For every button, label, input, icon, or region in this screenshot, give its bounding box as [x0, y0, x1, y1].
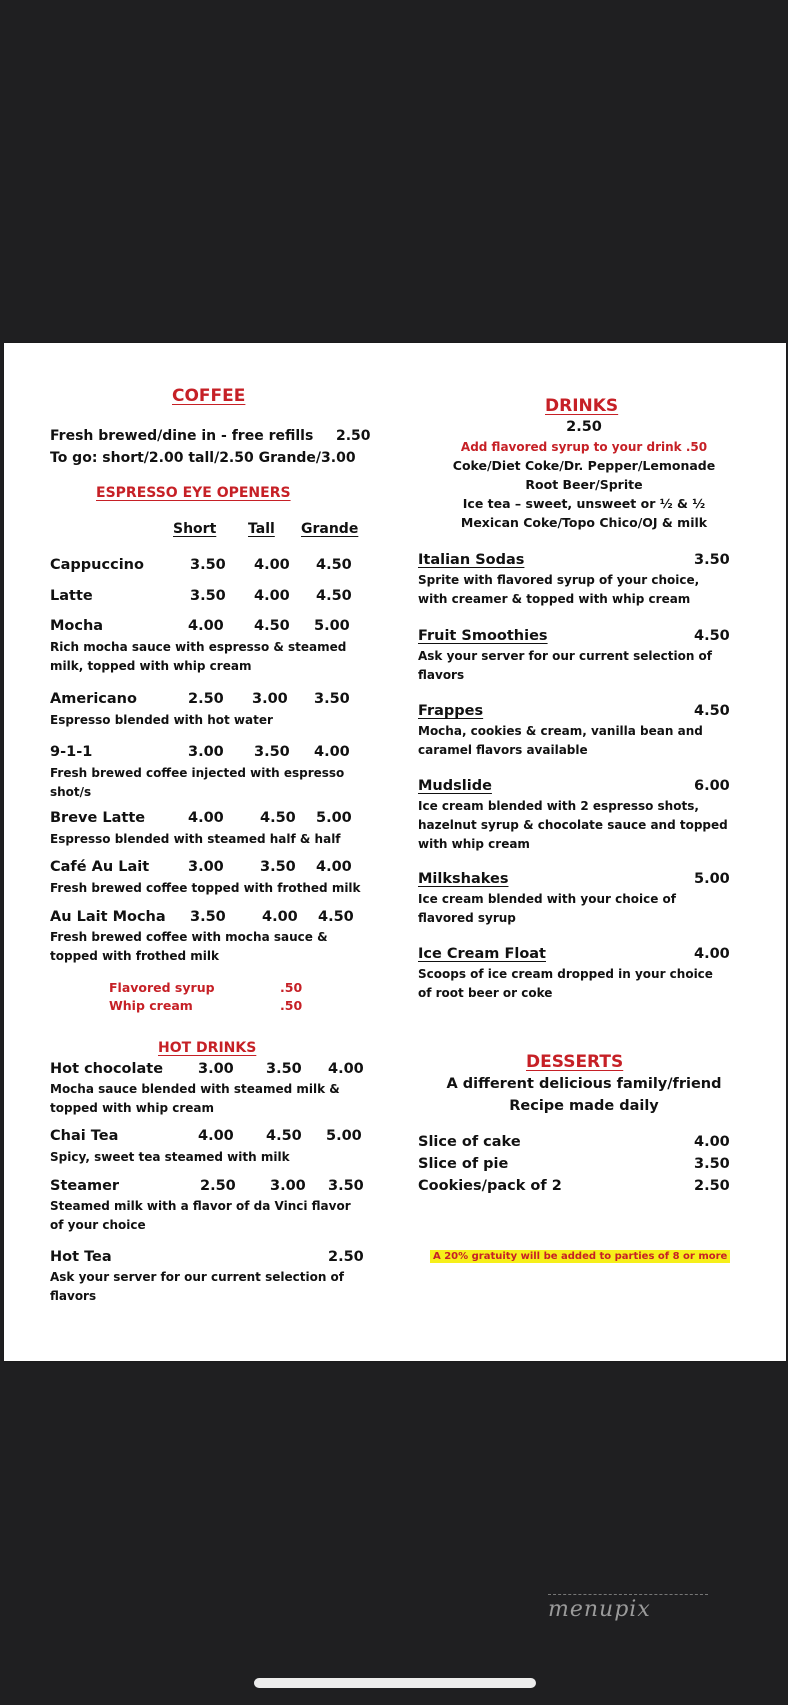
price-tall: 3.50	[266, 1061, 302, 1077]
menu-item-name: Fruit Smoothies	[418, 628, 548, 644]
item-description: flavored syrup	[418, 911, 516, 925]
price-short: 4.00	[188, 618, 224, 634]
price-short: 3.50	[190, 557, 226, 573]
price-grande: 3.50	[314, 691, 350, 707]
item-description: Fresh brewed coffee with mocha sauce &	[50, 930, 328, 944]
coffee-heading: COFFEE	[172, 386, 246, 406]
item-description: Ask your server for our current selection of	[50, 1270, 345, 1284]
price-grande: 5.00	[314, 618, 350, 634]
price-tall: 4.50	[254, 618, 290, 634]
menu-item-name: Latte	[50, 588, 93, 604]
size-short-header: Short	[173, 521, 217, 537]
soda-list-line: Mexican Coke/Topo Chico/OJ & milk	[460, 515, 708, 530]
menu-item-name: Cappuccino	[50, 557, 144, 573]
price-short: 3.50	[190, 909, 226, 925]
price-short: 3.00	[188, 744, 224, 760]
extra-price: .50	[280, 980, 303, 995]
item-price: 4.50	[694, 703, 730, 719]
menu-item-name: Hot Tea	[50, 1249, 112, 1265]
item-description: of your choice	[50, 1218, 146, 1232]
price-grande: 4.00	[314, 744, 350, 760]
price-tall: 4.00	[254, 557, 290, 573]
price-grande: 5.00	[316, 810, 352, 826]
item-description: Fresh brewed coffee injected with espresso	[50, 766, 345, 780]
to-go-prices: To go: short/2.00 tall/2.50 Grande/3.00	[50, 450, 356, 466]
item-description: Espresso blended with hot water	[50, 713, 273, 727]
item-price: 4.00	[694, 1134, 730, 1150]
menu-item-name: Slice of cake	[418, 1134, 521, 1150]
price-grande: 3.50	[328, 1178, 364, 1194]
price-tall: 3.50	[254, 744, 290, 760]
menu-item-name: Americano	[50, 691, 137, 707]
menu-item-name: 9-1-1	[50, 744, 93, 760]
price-grande: 4.00	[316, 859, 352, 875]
menu-item-name: Ice Cream Float	[418, 946, 546, 962]
price-tall: 3.00	[252, 691, 288, 707]
item-description: of root beer or coke	[418, 986, 553, 1000]
price-short: 4.00	[188, 810, 224, 826]
price-short: 2.50	[188, 691, 224, 707]
item-description: Ask your server for our current selection of	[418, 649, 713, 663]
item-description: topped with whip cream	[50, 1101, 215, 1115]
price-short: 3.00	[198, 1061, 234, 1077]
item-price: 3.50	[694, 552, 730, 568]
drinks-heading: DRINKS	[545, 396, 619, 416]
price-tall: 4.50	[260, 810, 296, 826]
menu-item-name: Hot chocolate	[50, 1061, 164, 1077]
item-price: 4.00	[694, 946, 730, 962]
menu-item-name: Slice of pie	[418, 1156, 509, 1172]
price-grande: 5.00	[326, 1128, 362, 1144]
desserts-tagline: A different delicious family/friend	[446, 1076, 722, 1092]
extra-name: Flavored syrup	[109, 980, 215, 995]
price-tall: 4.50	[266, 1128, 302, 1144]
item-description: milk, topped with whip cream	[50, 659, 252, 673]
item-price: 2.50	[328, 1249, 364, 1265]
item-description: hazelnut syrup & chocolate sauce and topped	[418, 818, 728, 832]
item-description: Mocha sauce blended with steamed milk &	[50, 1082, 340, 1096]
soda-list-line: Coke/Diet Coke/Dr. Pepper/Lemonade	[452, 458, 716, 473]
extra-price: .50	[280, 998, 303, 1013]
item-description: caramel flavors available	[418, 743, 588, 757]
menu-item-name: Frappes	[418, 703, 484, 719]
menu-item-name: Mudslide	[418, 778, 492, 794]
price-short: 2.50	[200, 1178, 236, 1194]
home-indicator-bar[interactable]	[254, 1678, 536, 1688]
size-tall-header: Tall	[248, 521, 275, 537]
soda-list-line: Root Beer/Sprite	[525, 477, 643, 492]
menu-item-name: Italian Sodas	[418, 552, 525, 568]
menu-item-name: Steamer	[50, 1178, 120, 1194]
menu-item-name: Au Lait Mocha	[50, 909, 166, 925]
price-grande: 4.50	[316, 588, 352, 604]
drinks-price: 2.50	[566, 419, 602, 435]
price-tall: 3.00	[270, 1178, 306, 1194]
item-description: Sprite with flavored syrup of your choice,	[418, 573, 700, 587]
price-short: 3.00	[188, 859, 224, 875]
price-tall: 4.00	[262, 909, 298, 925]
item-price: 3.50	[694, 1156, 730, 1172]
price-grande: 4.50	[316, 557, 352, 573]
price-grande: 4.00	[328, 1061, 364, 1077]
item-description: Espresso blended with steamed half & half	[50, 832, 341, 846]
menu-item-name: Breve Latte	[50, 810, 146, 826]
price-short: 3.50	[190, 588, 226, 604]
size-grande-header: Grande	[301, 521, 359, 537]
price-short: 4.00	[198, 1128, 234, 1144]
syrup-note: Add flavored syrup to your drink .50	[460, 440, 708, 454]
gratuity-notice: A 20% gratuity will be added to parties of 8 or more	[430, 1250, 730, 1263]
fresh-brewed-price: 2.50	[336, 428, 371, 444]
menu-item-name: Cookies/pack of 2	[418, 1178, 562, 1194]
fresh-brewed-label: Fresh brewed/dine in - free refills	[50, 428, 314, 444]
item-price: 2.50	[694, 1178, 730, 1194]
price-tall: 3.50	[260, 859, 296, 875]
menu-item-name: Chai Tea	[50, 1128, 119, 1144]
item-description: Fresh brewed coffee topped with frothed milk	[50, 881, 361, 895]
soda-list-line: Ice tea – sweet, unsweet or ½ & ½	[462, 496, 706, 511]
menu-item-name: Milkshakes	[418, 871, 509, 887]
menu-page	[4, 343, 786, 1361]
item-description: Rich mocha sauce with espresso & steamed	[50, 640, 347, 654]
item-description: Mocha, cookies & cream, vanilla bean and	[418, 724, 703, 738]
item-description: Ice cream blended with 2 espresso shots,	[418, 799, 699, 813]
item-price: 6.00	[694, 778, 730, 794]
menupix-watermark: menupix	[548, 1594, 708, 1631]
item-description: with creamer & topped with whip cream	[418, 592, 691, 606]
menu-item-name: Mocha	[50, 618, 104, 634]
desserts-tagline: Recipe made daily	[509, 1098, 659, 1114]
item-description: topped with frothed milk	[50, 949, 220, 963]
item-price: 5.00	[694, 871, 730, 887]
item-description: flavors	[418, 668, 465, 682]
item-price: 4.50	[694, 628, 730, 644]
price-tall: 4.00	[254, 588, 290, 604]
hot-drinks-heading: HOT DRINKS	[158, 1040, 257, 1056]
item-description: Scoops of ice cream dropped in your choice	[418, 967, 713, 981]
item-description: Ice cream blended with your choice of	[418, 892, 676, 906]
item-description: with whip cream	[418, 837, 530, 851]
price-grande: 4.50	[318, 909, 354, 925]
item-description: flavors	[50, 1289, 97, 1303]
espresso-heading: ESPRESSO EYE OPENERS	[96, 485, 291, 501]
item-description: Steamed milk with a flavor of da Vinci flavor	[50, 1199, 351, 1213]
item-description: Spicy, sweet tea steamed with milk	[50, 1150, 290, 1164]
menu-item-name: Café Au Lait	[50, 859, 150, 875]
desserts-heading: DESSERTS	[526, 1052, 624, 1072]
extra-name: Whip cream	[109, 998, 193, 1013]
item-description: shot/s	[50, 785, 92, 799]
